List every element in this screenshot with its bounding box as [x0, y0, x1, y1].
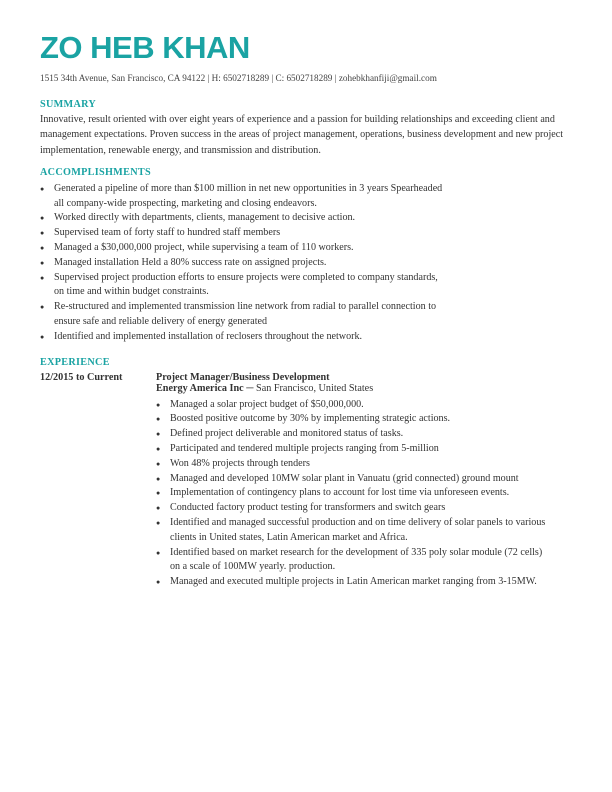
list-item: ● Worked directly with departments, clients, management to decisive action.	[40, 211, 445, 226]
job-title: Project Manager/Business Development	[156, 371, 330, 383]
list-item: ● Managed installation Held a 80% success rate on assigned projects.	[40, 256, 445, 271]
list-item: ● Identified and managed successful production and on time delivery of solar panels to various clients in United states, Latin American market and Africa.	[156, 516, 546, 546]
list-item: ● Implementation of contingency plans to account for lost time via unforeseen events.	[156, 486, 546, 501]
list-item: ● Generated a pipeline of more than $100 million in net new opportunities in 3 years Spearheaded all company-wide prospecting, marketing and closing endeavors.	[40, 182, 445, 212]
list-item: ● Identified and implemented installation of reclosers throughout the network.	[40, 330, 445, 345]
job-duties-list	[156, 398, 546, 590]
list-item: ● Supervised team of forty staff to hundred staff members	[40, 226, 445, 241]
list-item: ● Managed and executed multiple projects in Latin American market ranging from 3-15MW.	[156, 575, 546, 590]
list-item: ● Re-structured and implemented transmission line network from radial to parallel connection to ensure safe and reliable delivery of energy generated	[40, 300, 445, 330]
summary-heading: SUMMARY	[40, 99, 97, 110]
contact-line: 1515 34th Avenue, San Francisco, CA 94122 | H: 6502718289 | C: 6502718289 | zohebkhanfiji@gmail.com	[40, 73, 437, 83]
list-item: ● Identified based on market research for the development of 335 poly solar module (72 cells) on a scale of 100MW yearly. production.	[156, 546, 546, 576]
list-item: ● Conducted factory product testing for transformers and switch gears	[156, 501, 546, 516]
list-item: ● Defined project deliverable and monitored status of tasks.	[156, 427, 546, 442]
company-name: Energy America Inc	[156, 382, 244, 394]
list-item: ● Boosted positive outcome by 30% by implementing strategic actions.	[156, 412, 546, 427]
list-item: ● Participated and tendered multiple projects ranging from 5-million	[156, 442, 546, 457]
last-name: KHAN	[162, 30, 250, 65]
job-body	[156, 372, 576, 590]
first-name: ZO HEB	[40, 30, 155, 65]
list-item: ● Won 48% projects through tenders	[156, 457, 546, 472]
job-company-line	[156, 383, 576, 394]
job-location: San Francisco, United States	[256, 382, 374, 394]
experience-heading: EXPERIENCE	[40, 356, 110, 368]
summary-text: Innovative, result oriented with over eight years of experience and a passion for building relationships and exceeding client and management expectations. Proven success in the areas of project management, operations, business development and new project implementation, renewable energy, and transmission and distribution.	[40, 114, 564, 156]
job-dates: 12/2015 to Current	[40, 371, 123, 383]
accomplishments-heading: ACCOMPLISHMENTS	[40, 166, 151, 178]
candidate-name	[40, 30, 580, 66]
list-item: ● Managed a solar project budget of $50,000,000.	[156, 398, 546, 413]
list-item: ● Managed a $30,000,000 project, while supervising a team of 110 workers.	[40, 241, 445, 256]
accomplishments-list	[40, 182, 445, 345]
resume-page	[40, 30, 580, 590]
list-item: ● Supervised project production efforts to ensure projects were completed to company standards, on time and within budget constraints.	[40, 271, 445, 301]
list-item: ● Managed and developed 10MW solar plant in Vanuatu (grid connected) ground mount	[156, 472, 546, 487]
company-separator: ─	[243, 382, 257, 394]
job-entry	[40, 372, 580, 590]
